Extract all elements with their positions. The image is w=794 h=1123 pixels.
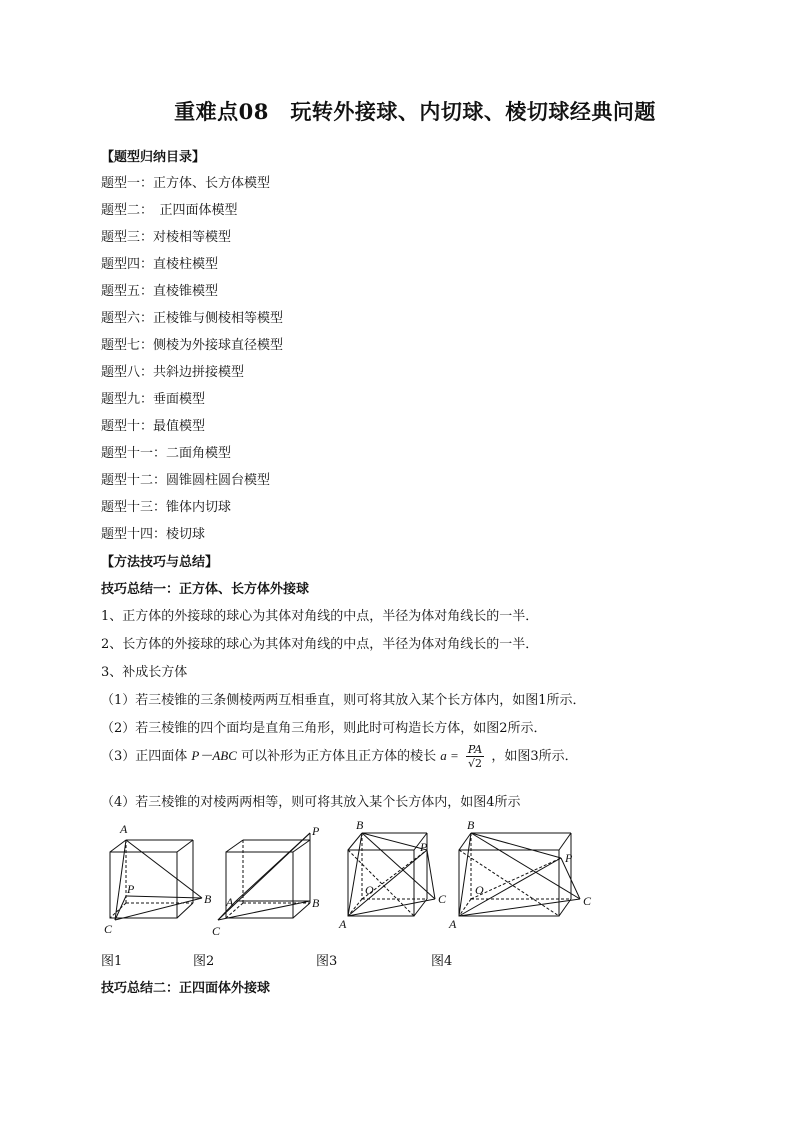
fig2-label-b: B — [312, 896, 320, 910]
sub-item-3-text-b: 可以补形为正方体且正方体的棱长 — [241, 749, 437, 764]
toc-item-8: 题型八：共斜边拼接模型 — [101, 365, 245, 380]
fig4-label-o: O — [475, 883, 484, 897]
toc-item-7: 题型七：侧棱为外接球直径模型 — [101, 338, 284, 353]
fig2-label-p: P — [312, 824, 320, 838]
fig4-label-b: B — [467, 818, 475, 832]
fig3-label-c: C — [438, 892, 447, 906]
fig4-label-a: A — [449, 917, 457, 931]
sub-item-3-text-a: （3）正四面体 — [101, 749, 188, 764]
fig1-label-p: P — [127, 882, 135, 896]
fig4-label-c: C — [583, 894, 592, 908]
figure-3-caption: 图3 — [316, 954, 338, 969]
figure-4-caption: 图4 — [431, 954, 453, 969]
fraction-denominator: √2 — [468, 757, 483, 770]
paragraph-3: 3、补成长方体 — [101, 665, 188, 680]
figure-1 — [110, 840, 202, 920]
fig3-label-p: P — [420, 840, 428, 854]
summary1-title: 技巧总结一：正方体、长方体外接球 — [101, 582, 310, 597]
toc-item-12: 题型十二：圆锥圆柱圆台模型 — [101, 473, 271, 488]
toc-item-1: 题型一：正方体、长方体模型 — [101, 176, 271, 191]
tetrahedron-symbol: P－ABC — [191, 748, 237, 763]
fraction-numerator: PA — [467, 743, 483, 756]
fig1-label-b: B — [204, 892, 212, 906]
fig1-label-c: C — [104, 922, 113, 936]
paragraph-2: 2、长方体的外接球的球心为其体对角线的中点，半径为体对角线长的一半． — [101, 637, 539, 652]
sub-item-3-text-c: ，如图3所示． — [491, 749, 578, 764]
fig3-label-a: A — [339, 917, 347, 931]
sub-item-3 — [101, 743, 578, 770]
toc-item-4: 题型四：直棱柱模型 — [101, 257, 219, 272]
toc-item-3: 题型三：对棱相等模型 — [101, 230, 232, 245]
paragraph-1: 1、正方体的外接球的球心为其体对角线的中点，半径为体对角线长的一半． — [101, 609, 539, 624]
toc-header: 【题型归纳目录】 — [101, 150, 206, 165]
sub-item-4: （4）若三棱锥的对棱两两相等，则可将其放入某个长方体内，如图4所示 — [101, 795, 521, 810]
fig2-label-a: A — [226, 895, 234, 909]
sub-item-1: （1）若三棱锥的三条侧棱两两互相垂直，则可将其放入某个长方体内，如图1所示． — [101, 693, 586, 708]
fig3-label-b: B — [356, 818, 364, 832]
figures-svg — [100, 815, 620, 950]
methods-header: 【方法技巧与总结】 — [101, 555, 219, 570]
fig4-label-p: P — [565, 851, 573, 865]
fig1-label-a: A — [120, 822, 128, 836]
toc-item-13: 题型十三：锥体内切球 — [101, 500, 232, 515]
toc-item-14: 题型十四：棱切球 — [101, 527, 206, 542]
page-title: 重难点08 玩转外接球、内切球、棱切球经典问题 — [174, 99, 656, 124]
edge-fraction — [466, 743, 484, 770]
fig2-label-c: C — [212, 924, 221, 938]
summary2-title: 技巧总结二：正四面体外接球 — [101, 981, 271, 996]
figures-area — [100, 815, 620, 950]
toc-item-9: 题型九：垂面模型 — [101, 392, 206, 407]
edge-variable: a = — [440, 748, 459, 763]
toc-item-2: 题型二： 正四面体模型 — [101, 203, 238, 218]
toc-item-10: 题型十：最值模型 — [101, 419, 206, 434]
sub-item-2: （2）若三棱锥的四个面均是直角三角形，则此时可构造长方体，如图2所示． — [101, 721, 547, 736]
figure-4 — [459, 833, 580, 916]
toc-item-6: 题型六：正棱锥与侧棱相等模型 — [101, 311, 284, 326]
fig3-label-o: O — [365, 883, 374, 897]
figure-2-caption: 图2 — [193, 954, 215, 969]
figure-1-caption: 图1 — [101, 954, 123, 969]
toc-item-5: 题型五：直棱锥模型 — [101, 284, 219, 299]
toc-item-11: 题型十一：二面角模型 — [101, 446, 232, 461]
